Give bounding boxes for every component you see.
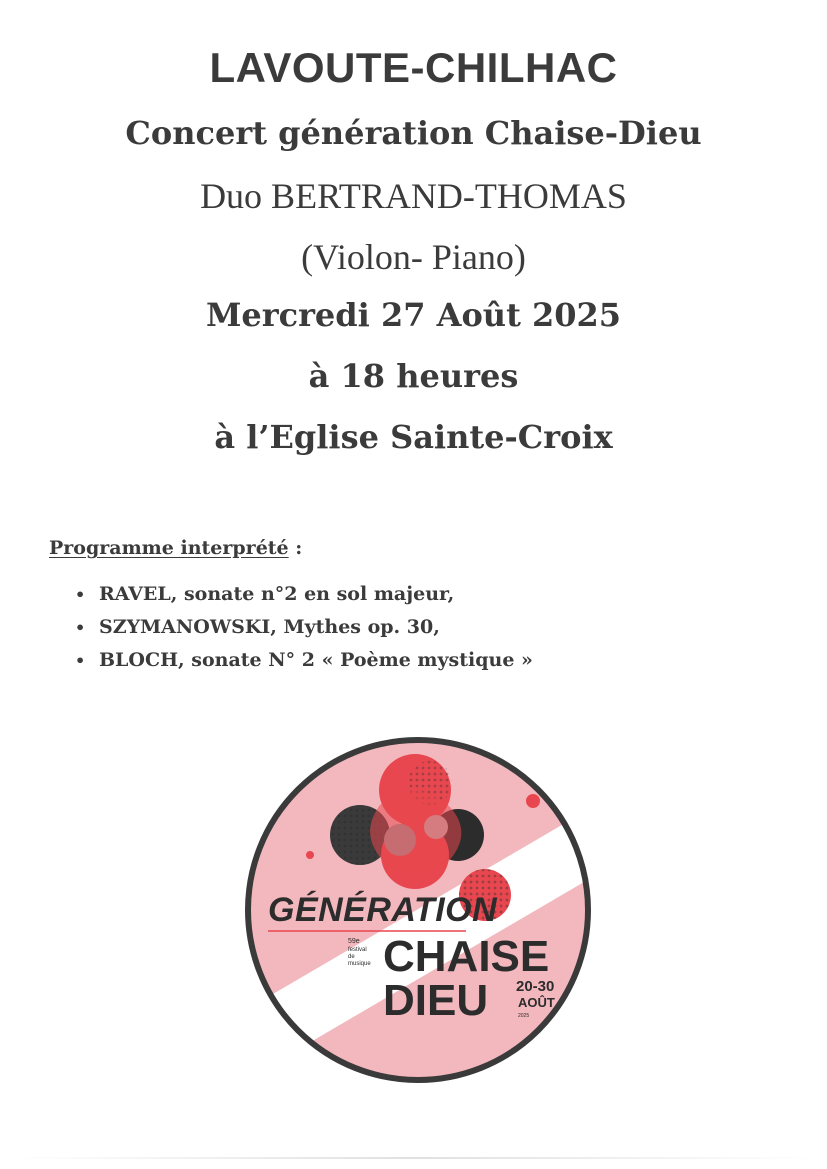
- work: Mythes op. 30,: [276, 616, 440, 638]
- bullet-icon: •: [75, 651, 86, 670]
- work: sonate N° 2 « Poème mystique »: [184, 649, 533, 671]
- logo-festival-line2: de: [348, 954, 355, 960]
- festival-logo: [240, 735, 596, 1085]
- logo-festival-line3: musique: [348, 961, 371, 967]
- page-edge-shadow: [12, 1157, 815, 1159]
- logo-dieu: DIEU: [383, 976, 489, 1025]
- bullet-icon: •: [75, 585, 86, 604]
- list-item: [75, 644, 533, 677]
- composer: SZYMANOWSKI,: [99, 616, 277, 638]
- logo-generation: GÉNÉRATION: [268, 891, 498, 929]
- instruments: (Violon- Piano): [301, 237, 526, 277]
- programme-title-colon: :: [288, 537, 303, 559]
- programme-title-text: Programme interprété: [49, 537, 289, 559]
- list-item: [75, 578, 533, 611]
- concert-venue: à l’Eglise Sainte-Croix: [214, 418, 613, 456]
- bullet-icon: •: [75, 618, 86, 637]
- concert-time: à 18 heures: [308, 357, 519, 395]
- programme-title: [49, 537, 302, 559]
- logo-edition: 59e: [348, 938, 360, 945]
- composer: RAVEL,: [99, 583, 178, 605]
- logo-chaise: CHAISE: [383, 932, 550, 981]
- logo-year: 2025: [518, 1013, 530, 1019]
- composer: BLOCH,: [99, 649, 185, 671]
- town-title: LAVOUTE-CHILHAC: [209, 44, 618, 91]
- list-item: [75, 611, 533, 644]
- programme-list: [75, 578, 533, 677]
- logo-festival-line1: festival: [348, 947, 367, 953]
- logo-dates: 20-30: [516, 978, 555, 995]
- logo-month: AOÛT: [518, 995, 555, 1010]
- concert-title: Concert génération Chaise-Dieu: [125, 114, 702, 152]
- work: sonate n°2 en sol majeur,: [177, 583, 455, 605]
- concert-date: Mercredi 27 Août 2025: [205, 296, 622, 334]
- duo-name: Duo BERTRAND-THOMAS: [200, 176, 627, 216]
